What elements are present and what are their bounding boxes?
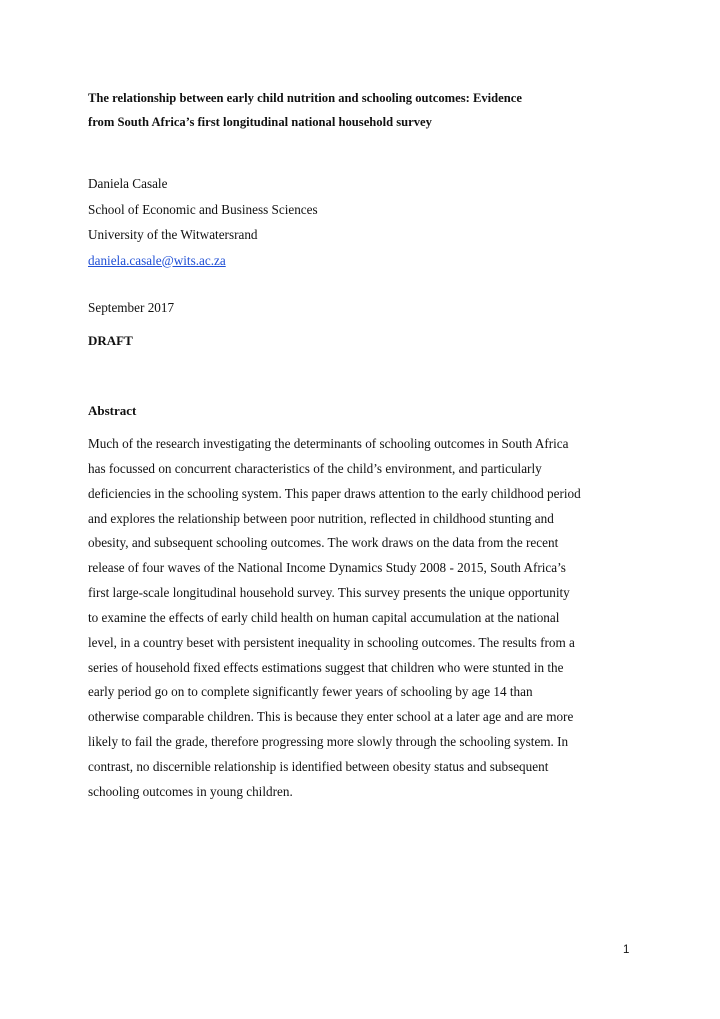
- author-institution: University of the Witwatersrand: [88, 227, 258, 242]
- draft-label: DRAFT: [88, 333, 133, 348]
- abstract-line: to examine the effects of early child health on human capital accumulation at the national: [88, 609, 560, 625]
- page-number: 1: [623, 944, 630, 956]
- abstract-line: otherwise comparable children. This is because they enter school at a later age and are more: [88, 709, 574, 725]
- abstract-line: contrast, no discernible relationship is identified between obesity status and subsequent: [88, 758, 549, 774]
- abstract-line: and explores the relationship between poor nutrition, reflected in childhood stunting and: [88, 510, 554, 526]
- abstract-line: early period go on to complete significantly fewer years of schooling by age 14 than: [88, 684, 533, 700]
- abstract-line: Much of the research investigating the determinants of schooling outcomes in South Africa: [88, 436, 569, 451]
- abstract-line: schooling outcomes in young children.: [88, 783, 293, 799]
- document-date: September 2017: [88, 300, 175, 315]
- abstract-line: level, in a country beset with persistent inequality in schooling outcomes. The results from a: [88, 634, 575, 650]
- author-name: Daniela Casale: [88, 176, 168, 191]
- abstract-line: deficiencies in the schooling system. This paper draws attention to the early childhood period: [88, 485, 581, 501]
- abstract-line: likely to fail the grade, therefore progressing more slowly through the schooling system. In: [88, 734, 569, 750]
- author-department: School of Economic and Business Sciences: [88, 201, 318, 217]
- abstract-line: first large-scale longitudinal household survey. This survey presents the unique opportunity: [88, 585, 570, 601]
- abstract-line: release of four waves of the National Income Dynamics Study 2008 - 2015, South Africa’s: [88, 560, 566, 576]
- abstract-line: has focussed on concurrent characteristics of the child’s environment, and particularly: [88, 460, 542, 476]
- paper-title: [88, 87, 648, 134]
- title-line-1: The relationship between early child nutrition and schooling outcomes: Evidence: [88, 91, 522, 105]
- abstract-line: obesity, and subsequent schooling outcomes. The work draws on the data from the recent: [88, 535, 559, 551]
- abstract-line: series of household fixed effects estimations suggest that children who were stunted in the: [88, 659, 564, 675]
- author-email-link[interactable]: daniela.casale@wits.ac.za: [88, 252, 226, 268]
- title-line-2: from South Africa’s first longitudinal national household survey: [88, 114, 432, 129]
- abstract-body: [88, 432, 648, 805]
- author-block: [88, 171, 648, 273]
- abstract-heading: Abstract: [88, 403, 137, 418]
